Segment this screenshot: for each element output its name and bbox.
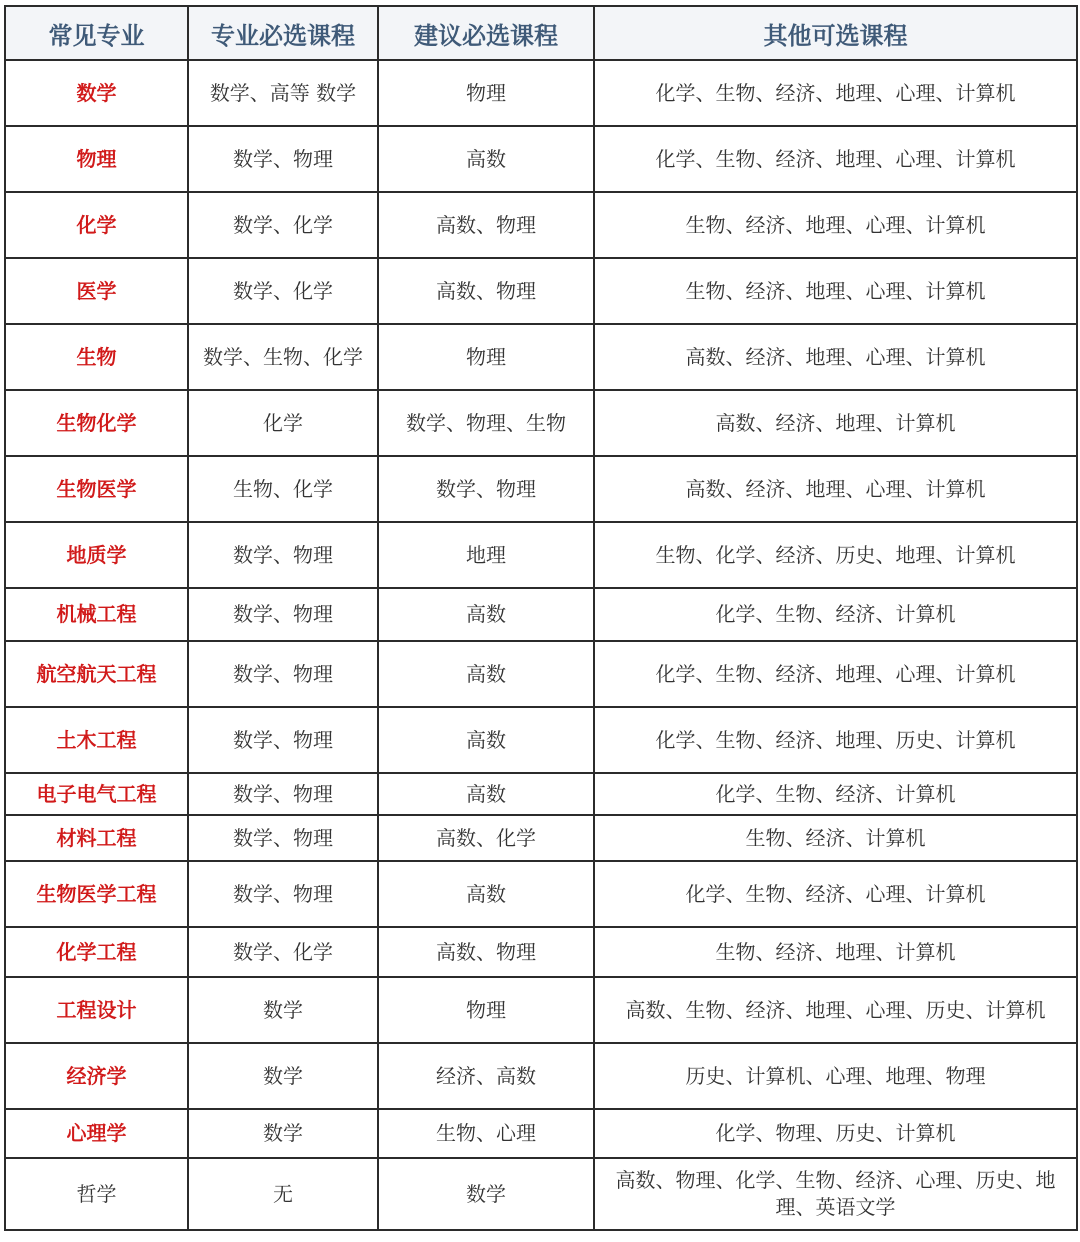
suggested-cell: 高数、物理: [378, 927, 594, 977]
suggested-cell: 地理: [378, 522, 594, 588]
table-row: [5, 522, 1077, 588]
required-cell: 数学: [188, 1043, 378, 1109]
suggested-cell: 物理: [378, 977, 594, 1043]
table-row: [5, 192, 1077, 258]
table-row: [5, 390, 1077, 456]
suggested-cell: 数学、物理: [378, 456, 594, 522]
major-cell: 电子电气工程: [5, 773, 188, 815]
optional-cell: 化学、生物、经济、计算机: [594, 588, 1077, 641]
table-row: [5, 324, 1077, 390]
suggested-cell: 高数、物理: [378, 258, 594, 324]
optional-cell: 高数、经济、地理、计算机: [594, 390, 1077, 456]
suggested-cell: 高数: [378, 773, 594, 815]
required-cell: 无: [188, 1158, 378, 1230]
major-cell: 土木工程: [5, 707, 188, 773]
required-cell: 数学、化学: [188, 192, 378, 258]
table-row: [5, 588, 1077, 641]
optional-cell: 化学、物理、历史、计算机: [594, 1109, 1077, 1158]
required-cell: 数学、物理: [188, 522, 378, 588]
optional-cell: 高数、经济、地理、心理、计算机: [594, 324, 1077, 390]
optional-cell: 化学、生物、经济、地理、心理、计算机: [594, 60, 1077, 126]
major-cell: 生物: [5, 324, 188, 390]
suggested-cell: 数学: [378, 1158, 594, 1230]
optional-cell: 生物、经济、计算机: [594, 815, 1077, 861]
major-cell: 化学工程: [5, 927, 188, 977]
major-cell: 心理学: [5, 1109, 188, 1158]
table-row: [5, 1043, 1077, 1109]
required-cell: 数学: [188, 977, 378, 1043]
major-cell: 经济学: [5, 1043, 188, 1109]
suggested-cell: 高数: [378, 126, 594, 192]
header-suggested-courses: 建议必选课程: [378, 6, 594, 60]
required-cell: 化学: [188, 390, 378, 456]
suggested-cell: 数学、物理、生物: [378, 390, 594, 456]
required-cell: 数学、物理: [188, 773, 378, 815]
required-cell: 数学、物理: [188, 126, 378, 192]
major-cell: 数学: [5, 60, 188, 126]
suggested-cell: 高数、化学: [378, 815, 594, 861]
major-cell: 工程设计: [5, 977, 188, 1043]
optional-cell: 高数、生物、经济、地理、心理、历史、计算机: [594, 977, 1077, 1043]
table-row: [5, 641, 1077, 707]
optional-cell: 化学、生物、经济、地理、心理、计算机: [594, 641, 1077, 707]
required-cell: 生物、化学: [188, 456, 378, 522]
required-cell: 数学: [188, 1109, 378, 1158]
course-selection-table: [4, 5, 1078, 1231]
table-row: [5, 1109, 1077, 1158]
major-cell: 医学: [5, 258, 188, 324]
suggested-cell: 物理: [378, 60, 594, 126]
table-row: [5, 456, 1077, 522]
optional-cell: 生物、经济、地理、心理、计算机: [594, 192, 1077, 258]
required-cell: 数学、物理: [188, 707, 378, 773]
major-cell: 机械工程: [5, 588, 188, 641]
major-cell: 生物医学工程: [5, 861, 188, 927]
table-row: [5, 773, 1077, 815]
suggested-cell: 高数: [378, 861, 594, 927]
optional-cell: 高数、经济、地理、心理、计算机: [594, 456, 1077, 522]
optional-cell: 生物、经济、地理、心理、计算机: [594, 258, 1077, 324]
header-required-courses: 专业必选课程: [188, 6, 378, 60]
optional-cell: 高数、物理、化学、生物、经济、心理、历史、地理、英语文学: [594, 1158, 1077, 1230]
required-cell: 数学、物理: [188, 815, 378, 861]
table-row: [5, 258, 1077, 324]
required-cell: 数学、高等 数学: [188, 60, 378, 126]
suggested-cell: 物理: [378, 324, 594, 390]
suggested-cell: 经济、高数: [378, 1043, 594, 1109]
optional-cell: 化学、生物、经济、地理、心理、计算机: [594, 126, 1077, 192]
major-cell: 材料工程: [5, 815, 188, 861]
optional-cell: 生物、经济、地理、计算机: [594, 927, 1077, 977]
major-cell: 哲学: [5, 1158, 188, 1230]
table-row: [5, 927, 1077, 977]
table-row: [5, 861, 1077, 927]
suggested-cell: 高数: [378, 641, 594, 707]
required-cell: 数学、化学: [188, 927, 378, 977]
table-row: [5, 977, 1077, 1043]
header-major: 常见专业: [5, 6, 188, 60]
suggested-cell: 高数: [378, 588, 594, 641]
suggested-cell: 生物、心理: [378, 1109, 594, 1158]
required-cell: 数学、生物、化学: [188, 324, 378, 390]
table-row: [5, 1158, 1077, 1230]
major-cell: 化学: [5, 192, 188, 258]
major-cell: 物理: [5, 126, 188, 192]
course-table-container: [4, 5, 1076, 1231]
optional-cell: 化学、生物、经济、计算机: [594, 773, 1077, 815]
required-cell: 数学、物理: [188, 641, 378, 707]
suggested-cell: 高数: [378, 707, 594, 773]
required-cell: 数学、化学: [188, 258, 378, 324]
table-row: [5, 126, 1077, 192]
major-cell: 生物化学: [5, 390, 188, 456]
optional-cell: 生物、化学、经济、历史、地理、计算机: [594, 522, 1077, 588]
optional-cell: 化学、生物、经济、地理、历史、计算机: [594, 707, 1077, 773]
optional-cell: 历史、计算机、心理、地理、物理: [594, 1043, 1077, 1109]
suggested-cell: 高数、物理: [378, 192, 594, 258]
major-cell: 航空航天工程: [5, 641, 188, 707]
table-header-row: [5, 6, 1077, 60]
table-row: [5, 707, 1077, 773]
table-row: [5, 815, 1077, 861]
major-cell: 地质学: [5, 522, 188, 588]
required-cell: 数学、物理: [188, 588, 378, 641]
major-cell: 生物医学: [5, 456, 188, 522]
table-row: [5, 60, 1077, 126]
optional-cell: 化学、生物、经济、心理、计算机: [594, 861, 1077, 927]
required-cell: 数学、物理: [188, 861, 378, 927]
header-optional-courses: 其他可选课程: [594, 6, 1077, 60]
